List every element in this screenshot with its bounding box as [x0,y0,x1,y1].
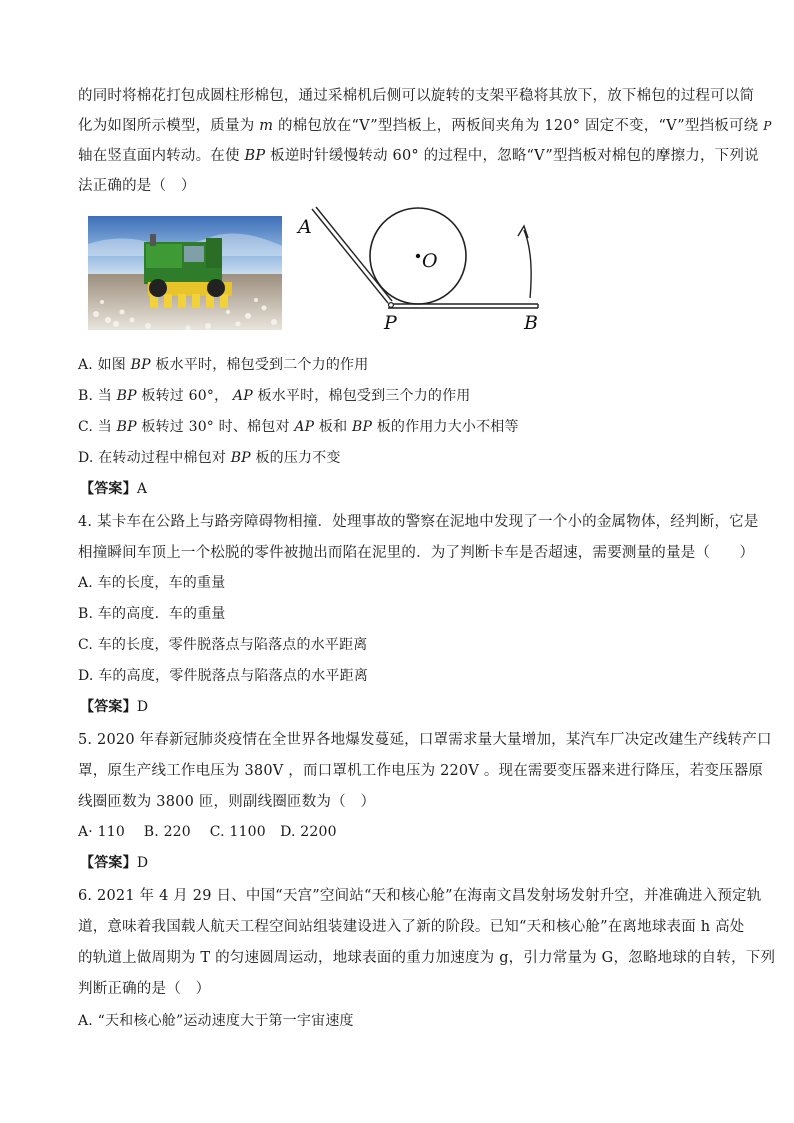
q5-answer: 【答案】D [80,855,149,871]
q4-option-c: C. 车的长度，零件脱落点与陷落点的水平距离 [78,637,368,653]
q3-option-c: C. 当 BP 板转过 30° 时、棉包对 AP 板和 BP 板的作用力大小不相等 [78,419,519,435]
q6-stem-line-1: 6. 2021 年 4 月 29 日、中国“天宫”空间站“天和核心舱”在海南文昌发射场发射升空，并准确进入预定轨 [78,888,762,904]
q4-option-a: A. 车的长度，车的重量 [78,575,226,591]
label-p: P [384,312,397,334]
q5-stem-line-2: 罩，原生产线工作电压为 380V ，而口罩机工作电压为 220V 。现在需要变压器来进行降压，若变压器原 [78,763,764,779]
intro-text: 的棉包放在“V”型挡板上，两板间夹角为 120° 固定不变，“V”型挡板可绕 [273,118,764,134]
q6-stem-line-3: 的轨道上做周期为 T 的匀速圆周运动，地球表面的重力加速度为 g，引力常量为 G，忽略地球的自转，下列 [78,950,776,966]
q5-stem-line-3: 线圈匝数为 3800 匝，则副线圈匝数为（ ） [78,794,376,810]
plate-ap [312,207,392,303]
plate-bp [388,304,538,308]
center-point-o [416,254,420,258]
q6-stem-line-2: 道，意味着我国载人航天工程空间站组装建设进入了新的阶段。已知“天和核心舱”在离地球表面 h 高处 [78,919,745,935]
intro-text: 化为如图所示模型，质量为 [78,118,260,134]
intro-line-4: 法正确的是（ ） [78,178,196,194]
intro-text: 板逆时针缓慢转动 60° 的过程中，忽略“V”型挡板对棉包的摩擦力，下列说 [265,148,759,164]
q6-option-a: A. “天和核心舱”运动速度大于第一宇宙速度 [78,1013,354,1029]
q3-option-a: A. 如图 BP 板水平时，棉包受到二个力的作用 [78,357,369,373]
q3-option-d: D. 在转动过程中棉包对 BP 板的压力不变 [78,450,341,466]
q3-answer: 【答案】A [80,481,148,497]
intro-line-3 [78,144,759,165]
label-o: O [422,250,438,272]
variable-bp: BP [244,148,266,164]
label-b: B [524,312,538,334]
intro-text: 轴在竖直面内转动。在使 [78,148,245,164]
intro-line-1: 的同时将棉花打包成圆柱形棉包，通过采棉机后侧可以旋转的支架平稳将其放下，放下棉包的过程可以简 [78,88,755,104]
v-plate-diagram [292,200,552,340]
q4-answer: 【答案】D [80,699,149,715]
label-a: A [298,216,312,238]
cotton-picker-photo [88,216,282,330]
q3-option-b: B. 当 BP 板转过 60°， AP 板水平时，棉包受到三个力的作用 [78,388,471,404]
q4-stem-line-2: 相撞瞬间车顶上一个松脱的零件被抛出而陷在泥里的．为了判断卡车是否超速，需要测量的量是（ ） [78,545,755,561]
q5-stem-line-1: 5. 2020 年春新冠肺炎疫情在全世界各地爆发蔓延，口罩需求量大量增加，某汽车厂决定改建生产线转产口 [78,732,772,748]
rotation-arrow-icon [518,226,531,298]
variable-m: m [259,118,274,134]
pivot-p [389,303,394,308]
q4-option-b: B. 车的高度．车的重量 [78,606,226,622]
q4-option-d: D. 车的高度，零件脱落点与陷落点的水平距离 [78,668,369,684]
intro-line-2 [78,114,771,135]
q4-stem-line-1: 4. 某卡车在公路上与路旁障碍物相撞．处理事故的警察在泥地中发现了一个小的金属物体，经判断，它是 [78,514,759,530]
q5-options: A· 110 B. 220 C. 1100 D. 2200 [78,824,337,840]
q6-stem-line-4: 判断正确的是（ ） [78,981,211,997]
variable-p: P [763,119,772,133]
